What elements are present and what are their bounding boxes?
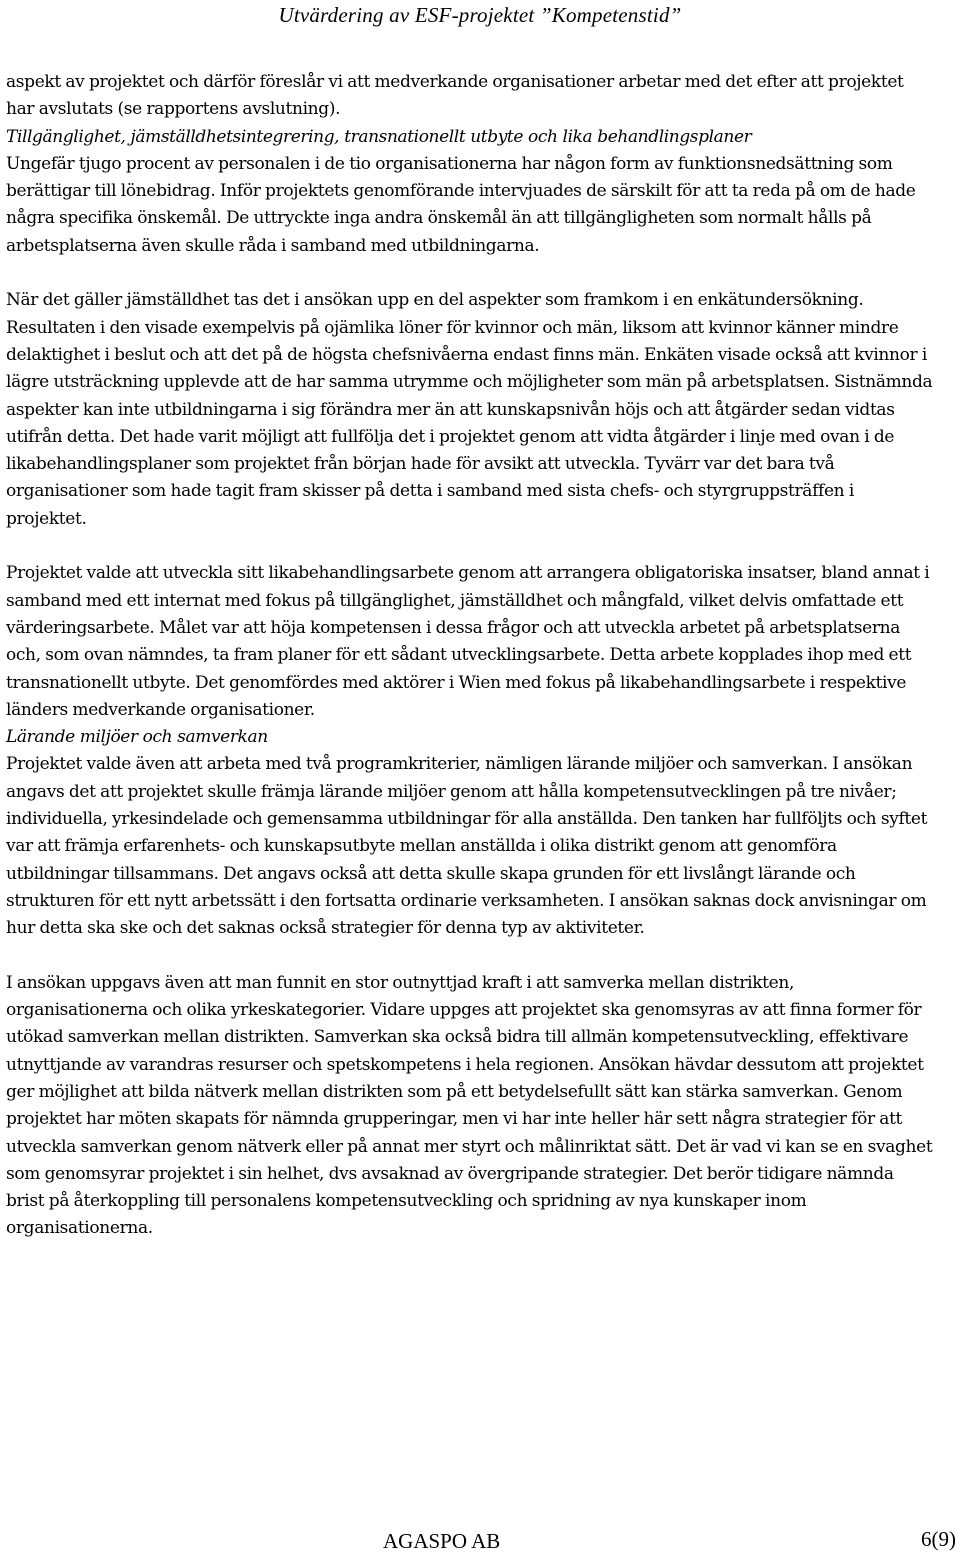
section-heading-learning: Lärande miljöer och samverkan: [6, 727, 268, 748]
paragraph-equality: När det gäller jämställdhet tas det i ansökan upp en del aspekter som framkom i en enkätundersökning. Resultaten i den visade exempelvis på ojämlika löner för kvinnor och män, liksom att kvinnor känner mindre delaktighet i beslut och att det på de högsta chefsnivåerna endast finns män. Enkäten visade också att kvinnor i lägre utsträckning upplevde att de har samma utrymme och möjligheter som män på arbetsplatsen. Sistnämnda aspekter kan inte utbildningarna i sig förändra mer än att kunskapsnivån höjs och att åtgärder sedan vidtas utifrån detta. Det hade varit möjligt att fullfölja det i projektet genom att vidta åtgärder i linje med ovan i de likabehandlingsplaner som projektet från början hade för avsikt att utveckla. Tyvärr var det bara två organisationer som hade tagit fram skisser på detta i samband med sista chefs- och styrgruppsträffen i projektet.: [6, 290, 933, 529]
paragraph-accessibility: Ungefär tjugo procent av personalen i de tio organisationerna har någon form av funktionsnedsättning som berättigar till lönebidrag. Inför projektets genomförande intervjuades de särskilt för att ta reda på om de hade några specifika önskemål. De uttryckte inga andra önskemål än att tillgängligheten som normalt hålls på arbetsplatserna även skulle råda i samband med utbildningarna.: [6, 153, 916, 256]
page-header-title: Utvärdering av ESF-projektet ”Kompetenstid”: [278, 3, 682, 27]
footer-page-number: 6(9): [921, 1527, 956, 1551]
document-body: [6, 69, 936, 1243]
section-heading-accessibility: Tillgänglighet, jämställdhetsintegrering, transnationellt utbyte och lika behandlingsplaner: [6, 126, 752, 147]
paragraph-learning-environments: Projektet valde även att arbeta med två programkriterier, nämligen lärande miljöer och samverkan. I ansökan angavs det att projektet skulle främja lärande miljöer genom att hålla kompetensutvecklingen på tre nivåer; individuella, yrkesindelade och gemensamma utbildningar för alla anställda. Den tanken har fullföljts och syftet var att främja erfarenhets- och kunskapsutbyte mellan anställda i olika distrikt genom att genomföra utbildningar tillsammans. Det angavs också att detta skulle skapa grunden för ett livslångt lärande och strukturen för ett nytt arbetssätt i den fortsatta ordinarie verksamheten. I ansökan saknas dock anvisningar om hur detta ska ske och det saknas också strategier för denna typ av aktiviteter.: [6, 754, 928, 939]
paragraph-intro: aspekt av projektet och därför föreslår vi att medverkande organisationer arbetar med det efter att projektet har avslutats (se rapportens avslutning).: [6, 72, 904, 120]
footer-company-name: AGASPO AB: [383, 1529, 501, 1553]
paragraph-equal-treatment: Projektet valde att utveckla sitt likabehandlingsarbete genom att arrangera obligatoriska insatser, bland annat i samband med ett internat med fokus på tillgänglighet, jämställdhet och mångfald, vilket delvis omfattade ett värderingsarbete. Målet var att höja kompetensen i dessa frågor och att utveckla arbetet på arbetsplatserna och, som ovan nämndes, ta fram planer för ett sådant utvecklingsarbete. Detta arbete kopplades ihop med ett transnationellt utbyte. Det genomfördes med aktörer i Wien med fokus på likabehandlingsarbete i respektive länders medverkande organisationer.: [6, 563, 930, 720]
paragraph-cooperation: I ansökan uppgavs även att man funnit en stor outnyttjad kraft i att samverka mellan distrikten, organisationerna och olika yrkeskategorier. Vidare uppges att projektet ska genomsyras av att finna former för utökad samverkan mellan distrikten. Samverkan ska också bidra till allmän kompetensutveckling, effektivare utnyttjande av varandras resurser och spetskompetens i hela regionen. Ansökan hävdar dessutom att projektet ger möjlighet att bilda nätverk mellan distrikten som på ett betydelsefullt sätt kan stärka samverkan. Genom projektet har möten skapats för nämnda grupperingar, men vi har inte heller här sett några strategier för att utveckla samverkan genom nätverk eller på annat mer styrt och målinriktat sätt. Det är vad vi kan se en svaghet som genomsyrar projektet i sin helhet, dvs avsaknad av övergripande strategier. Det berör tidigare nämnda brist på återkoppling till personalens kompetensutveckling och spridning av nya kunskaper inom organisationerna.: [6, 972, 933, 1239]
